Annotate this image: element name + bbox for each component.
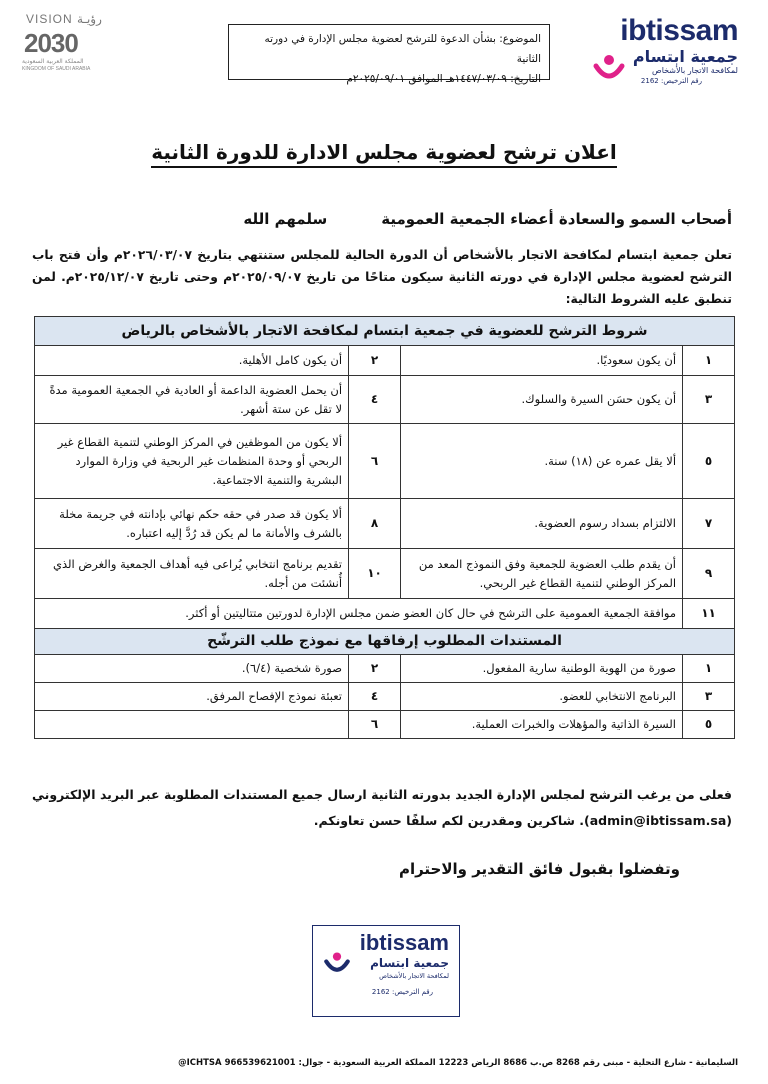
row-number: ٣ (683, 683, 735, 711)
conditions-table (34, 316, 735, 739)
salutation-left: أصحاب السمو والسعادة أعضاء الجمعية العمومية (381, 210, 732, 228)
closing-paragraph: فعلى من يرغب الترشح لمجلس الإدارة الجديد بدورته الثانية ارسال جميع المستندات المطلوبة عبر البريد الإلكتروني (admin@ibtissam.sa). شاكرين ومقدرين لكم سلفًا حسن تعاونكم. (32, 787, 732, 828)
vision-line1: VISION رؤيـة (26, 12, 102, 26)
page-title-text: اعلان ترشح لعضوية مجلس الادارة للدورة الثانية (151, 140, 617, 168)
condition-text: تقديم برنامج انتخابي يُراعى فيه أهداف الجمعية والغرض الذي أُنشئت من أجله. (35, 549, 349, 599)
stamp-arabic-name: جمعية ابتسام (370, 956, 449, 970)
row-number: ٧ (683, 499, 735, 549)
table-row (35, 376, 735, 424)
smile-mark-icon (323, 950, 351, 978)
logo-arabic-sub: لمكافحة الاتجار بالأشخاص (652, 66, 738, 75)
intro-paragraph: تعلن جمعية ابتسام لمكافحة الاتجار بالأشخاص أن الدورة الحالية للمجلس ستنتهي بتاريخ ٢٠٢٦/٠٣/٠٧م وأن فتح باب الترشح لعضوية مجلس الإدارة في دورته الثانية سيكون متاحًا من تاريخ ٢٠٢٥/٠٩/٠٧م وحتى تاريخ ٢٠٢٥/١٢/٠٧م. لمن تنطبق عليه الشروط التالية: (32, 248, 732, 306)
row-number: ١٠ (349, 549, 401, 599)
logo-license: رقم الترخيص: 2162 (640, 77, 702, 85)
table-row (35, 683, 735, 711)
table-row (35, 711, 735, 739)
condition-text: ألا يكون قد صدر في حقه حكم نهائي بإدانته في جريمة مخلة بالشرف والأمانة ما لم يكن قد رُدَّ إليه اعتباره. (35, 499, 349, 549)
row-number: ٢ (349, 346, 401, 376)
condition-text: أن يقدم طلب العضوية للجمعية وفق النموذج المعد من المركز الوطني لتنمية القطاع غير الربحي. (401, 549, 683, 599)
row-number: ٢ (349, 655, 401, 683)
condition-text: أن يكون كامل الأهلية. (35, 346, 349, 376)
row-number: ٦ (349, 711, 401, 739)
page-title (0, 140, 768, 164)
row-number: ١١ (683, 599, 735, 629)
footer-address: السليمانية - شارع التحلية - مبنى رقم 8268 ص.ب 8686 الرياض 12223 المملكة العربية السعودية - جوال: 966539621001 ICHTSA@ (178, 1058, 738, 1068)
row-number: ٥ (683, 711, 735, 739)
row-number: ٥ (683, 424, 735, 499)
row-number: ٦ (349, 424, 401, 499)
documents-heading-row (35, 629, 735, 655)
smile-mark-icon (592, 52, 626, 86)
document-text (35, 711, 349, 739)
stamp-license: رقم الترخيص: 2162 (371, 988, 433, 996)
org-stamp (312, 925, 460, 1017)
row-number: ١ (683, 346, 735, 376)
condition-text: أن يكون سعوديًا. (401, 346, 683, 376)
vision-english-country: KINGDOM OF SAUDI ARABIA (22, 66, 91, 72)
row-number: ٨ (349, 499, 401, 549)
row-number: ٤ (349, 683, 401, 711)
table-heading-row (35, 317, 735, 346)
table-row (35, 549, 735, 599)
table-row (35, 499, 735, 549)
table-row (35, 655, 735, 683)
condition-text: الالتزام بسداد رسوم العضوية. (401, 499, 683, 549)
condition-text: ألا يكون من الموظفين في المركز الوطني لتنمية القطاع غير الربحي أو وحدة المنظمات غير الربحية في وزارة الموارد البشرية والتنمية الاجتماعية. (35, 424, 349, 499)
reference-box (228, 24, 550, 85)
row-number: ٤ (349, 376, 401, 424)
document-text: السيرة الذاتية والمؤهلات والخبرات العملية. (401, 711, 683, 739)
stamp-word: ibtissam (359, 930, 449, 955)
table-row (35, 599, 735, 629)
row-number: ١ (683, 655, 735, 683)
documents-heading: المستندات المطلوب إرفاقها مع نموذج طلب الترشّح (35, 629, 735, 655)
condition-text: أن يكون حسَن السيرة والسلوك. (401, 376, 683, 424)
document-text: البرنامج الانتخابي للعضو. (401, 683, 683, 711)
logo-arabic-name: جمعية ابتسام (632, 47, 738, 66)
date-line: التاريخ: ١٤٤٧/٠٣/٠٩هـ الموافق ٢٠٢٥/٠٩/٠١م (346, 73, 541, 85)
table-row (35, 346, 735, 376)
regards-line: وتفضلوا بقبول فائق التقدير والاحترام (398, 860, 680, 878)
table-row (35, 424, 735, 499)
document-text: صورة من الهوية الوطنية سارية المفعول. (401, 655, 683, 683)
row-number: ٣ (683, 376, 735, 424)
ibtissam-logo (592, 14, 742, 84)
vision-2030-logo (18, 12, 128, 72)
stamp-arabic-sub: لمكافحة الاتجار بالأشخاص (379, 972, 449, 980)
document-text: صورة شخصية (٦/٤). (35, 655, 349, 683)
row-number: ٩ (683, 549, 735, 599)
salutation (243, 210, 732, 228)
logo-word: ibtissam (620, 14, 738, 47)
vision-year: 2030 (24, 28, 78, 58)
condition-text: أن يحمل العضوية الداعمة أو العادية في الجمعية العمومية مدةً لا تقل عن ستة أشهر. (35, 376, 349, 424)
conditions-heading: شروط الترشح للعضوية في جمعية ابتسام لمكافحة الاتجار بالأشخاص بالرياض (35, 317, 735, 346)
vision-arabic-country: المملكة العربية السعودية (22, 58, 84, 65)
condition-text: ألا يقل عمره عن (١٨) سنة. (401, 424, 683, 499)
condition-text: موافقة الجمعية العمومية على الترشح في حال كان العضو ضمن مجلس الإدارة لدورتين متتاليتين أو أكثر. (35, 599, 683, 629)
salutation-right: سلمهم الله (243, 210, 328, 228)
subject-line: الموضوع: بشأن الدعوة للترشح لعضوية مجلس الإدارة في دورته الثانية (264, 33, 541, 65)
document-text: تعبئة نموذج الإفصاح المرفق. (35, 683, 349, 711)
